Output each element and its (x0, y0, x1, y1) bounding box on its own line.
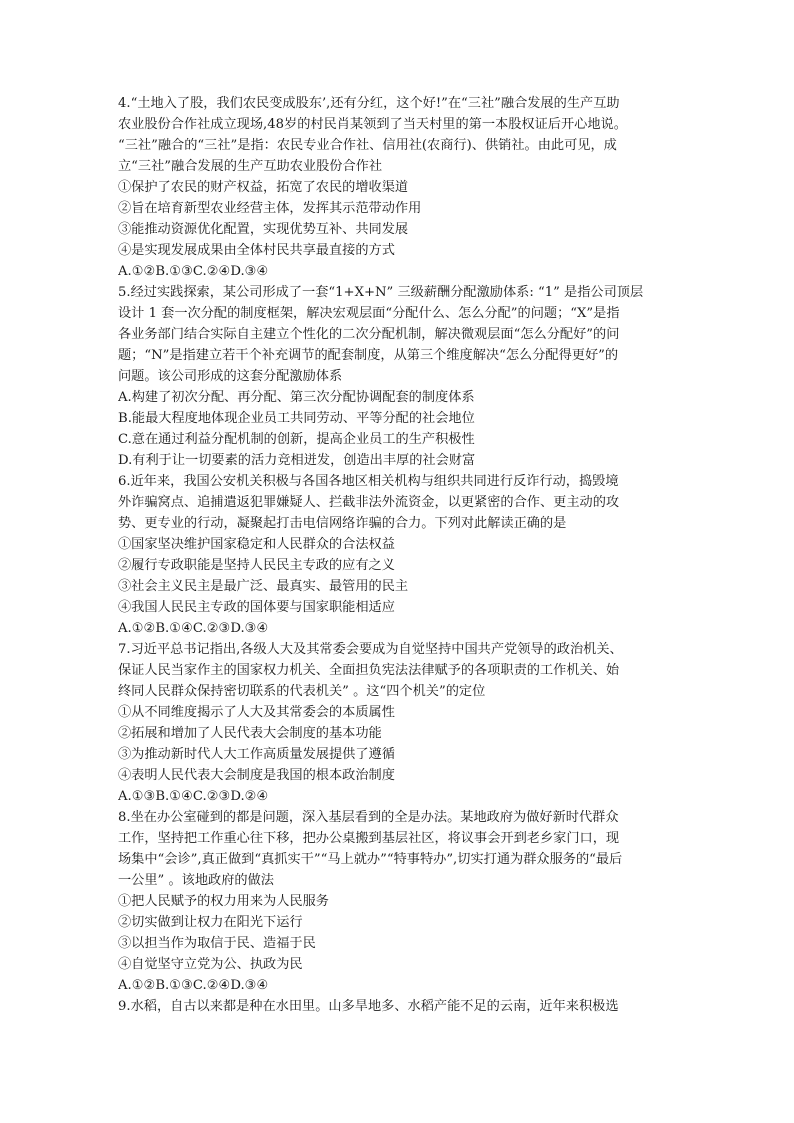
question-stem-line: 8.坐在办公室碰到的都是问题，深入基层看到的全是办法。某地政府为做好新时代群众 (118, 810, 619, 825)
question-stem-line: 终同人民群众保持密切联系的代表机关” 。这“四个机关”的定位 (118, 684, 486, 699)
question-option: ③社会主义民主是最广泛、最真实、最管用的民主 (118, 579, 409, 594)
question-option: C.意在通过利益分配机制的创新，提高企业员工的生产积极性 (118, 432, 475, 447)
question-option: A.构建了初次分配、再分配、第三次分配协调配套的制度体系 (118, 390, 475, 405)
question-option: ④自觉坚守立党为公、执政为民 (118, 957, 303, 972)
question-option: B.能最大程度地体现企业员工共同劳动、平等分配的社会地位 (118, 411, 475, 426)
question-option: ②切实做到让权力在阳光下运行 (118, 915, 303, 930)
question-stem-line: 外诈骗窝点、追捕遣返犯罪嫌疑人、拦截非法外流资金，以更紧密的合作、更主动的攻 (118, 495, 620, 510)
question-option: D.有利于让一切要素的活力竞相迸发，创造出丰厚的社会财富 (118, 453, 476, 468)
question-option: ①保护了农民的财产权益，拓宽了农民的增收渠道 (118, 180, 409, 195)
question-option: ④是实现发展成果由全体村民共享最直接的方式 (118, 243, 395, 258)
question-option: ③以担当作为取信于民、造福于民 (118, 936, 316, 951)
question-option: ②旨在培育新型农业经营主体，发挥其示范带动作用 (118, 201, 422, 216)
question-stem-line: 立“三社”融合发展的生产互助农业股份合作社 (118, 159, 383, 174)
question-block (118, 282, 684, 471)
question-stem-line: 9.水稻，自古以来都是种在水田里。山多旱地多、水稻产能不足的云南，近年来积极选 (118, 999, 619, 1014)
question-option: ④我国人民民主专政的国体要与国家职能相适应 (118, 600, 395, 615)
question-stem-line: 4.“土地入了股，我们农民变成股东’,还有分红，这个好!”在“三社”融合发展的生产互助 (118, 96, 620, 111)
question-option: ③能推动资源优化配置，实现优势互补、共同发展 (118, 222, 409, 237)
question-stem-line: 势、更专业的行动，凝聚起打击电信网络诈骗的合力。下列对此解读正确的是 (118, 516, 567, 531)
question-option: ④表明人民代表大会制度是我国的根本政治制度 (118, 768, 395, 783)
question-block (118, 639, 684, 807)
question-stem-line: 5.经过实践探索，某公司形成了一套“1+X+N” 三级薪酬分配激励体系: “1” 是指公司顶层 (118, 285, 644, 300)
question-option: ③为推动新时代人大工作高质量发展提供了遵循 (118, 747, 395, 762)
question-stem-line: “三社”融合的“三社”是指：农民专业合作社、信用社(农商行)、供销社。由此可见，成 (118, 138, 617, 153)
question-stem-line: 工作，坚持把工作重心往下移，把办公桌搬到基层社区，将议事会开到老乡家门口，现 (118, 831, 620, 846)
answer-choices: A.①③B.①④C.②③D.②④ (118, 789, 269, 804)
question-stem-line: 保证人民当家作主的国家权力机关、全面担负宪法法律赋予的各项职责的工作机关、始 (118, 663, 620, 678)
answer-choices: A.①②B.①④C.②③D.③④ (118, 621, 269, 636)
question-stem-line: 场集中“会诊”,真正做到“真抓实干”“马上就办”“特事特办”,切实打通为群众服务的“最后 (118, 852, 623, 867)
question-stem-line: 设计 1 套一次分配的制度框架，解决宏观层面“分配什么、怎么分配”的问题；“X”是指 (118, 306, 620, 321)
question-option: ②拓展和增加了人民代表大会制度的基本功能 (118, 726, 382, 741)
question-block (118, 93, 684, 282)
question-stem-line: 题；“N”是指建立若干个补充调节的配套制度，从第三个维度解决“怎么分配得更好”的 (118, 348, 619, 363)
question-stem-line: 农业股份合作社成立现场,48岁的村民肖某领到了当天村里的第一本股权证后开心地说。 (118, 117, 627, 132)
question-stem-line: 问题。该公司形成的这套分配激励体系 (118, 369, 343, 384)
question-block (118, 996, 684, 1017)
question-option: ①从不同维度揭示了人大及其常委会的本质属性 (118, 705, 395, 720)
answer-choices: A.①②B.①③C.②④D.③④ (118, 264, 269, 279)
question-stem-line: 7.习近平总书记指出,各级人大及其常委会要成为自觉坚持中国共产党领导的政治机关、 (118, 642, 623, 657)
question-stem-line: 各业务部门结合实际自主建立个性化的二次分配机制，解决微观层面“怎么分配好”的问 (118, 327, 620, 342)
question-block (118, 807, 684, 996)
question-block (118, 471, 684, 639)
question-option: ①把人民赋予的权力用来为人民服务 (118, 894, 329, 909)
answer-choices: A.①②B.①③C.②④D.③④ (118, 978, 269, 993)
question-option: ②履行专政职能是坚持人民民主专政的应有之义 (118, 558, 395, 573)
question-stem-line: 一公里” 。该地政府的做法 (118, 873, 274, 888)
question-stem-line: 6.近年来，我国公安机关积极与各国各地区相关机构与组织共同进行反诈行动，捣毁境 (118, 474, 619, 489)
question-option: ①国家坚决维护国家稳定和人民群众的合法权益 (118, 537, 395, 552)
